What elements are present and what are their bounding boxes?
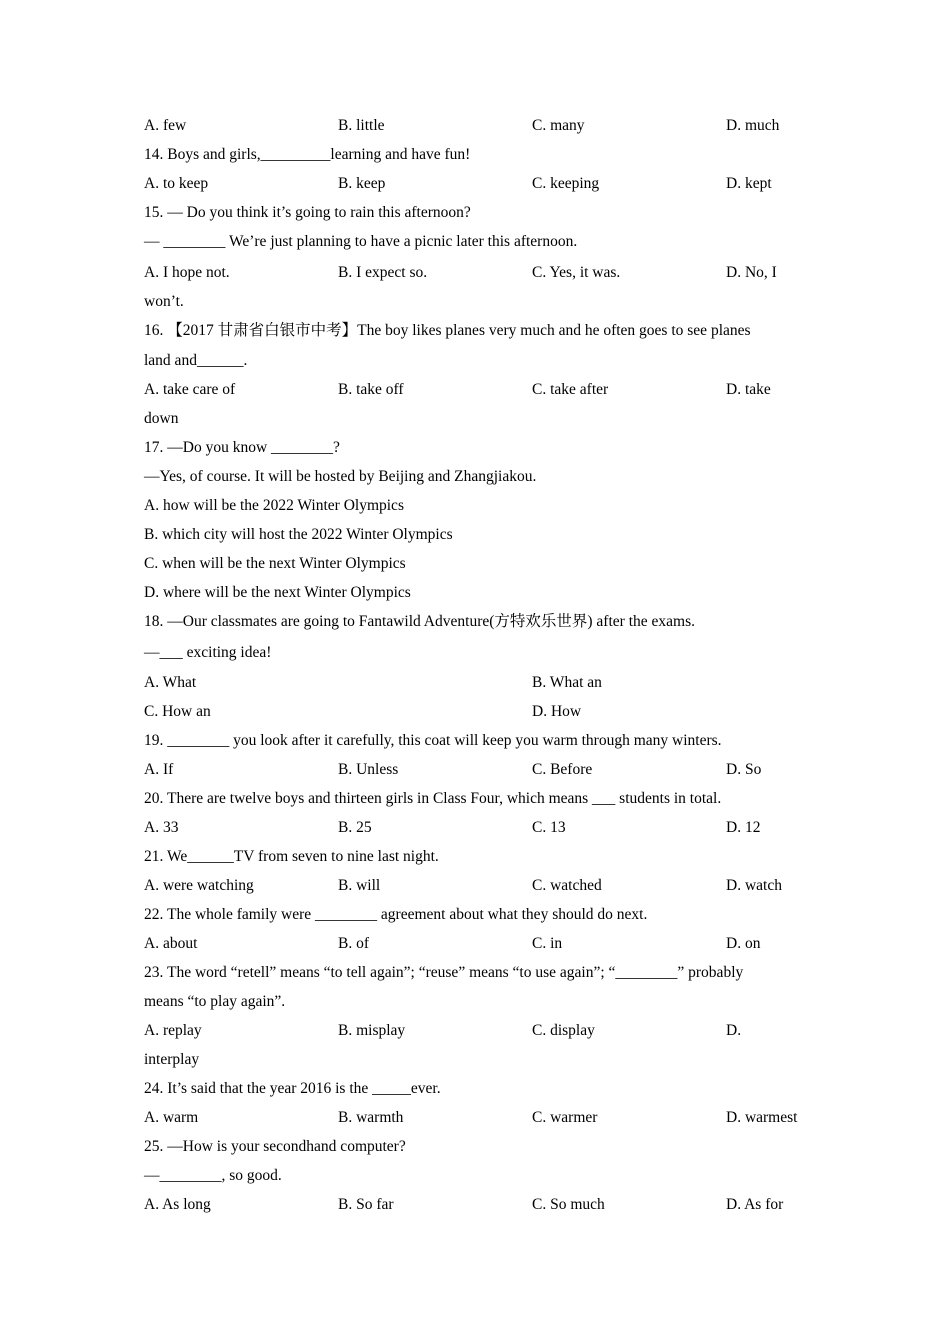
text-line-content: down [144, 410, 179, 427]
answer-option: B. I expect so. [338, 263, 428, 281]
answer-option: A. As long [144, 1196, 211, 1213]
exam-page-content [144, 111, 808, 1221]
answer-option: C. in [532, 935, 563, 952]
answer-option: C. warmer [532, 1109, 598, 1126]
answer-option: D. 12 [726, 819, 761, 836]
options-row [144, 1103, 808, 1132]
answer-option: A. to keep [144, 175, 209, 192]
answer-option: C. So much [532, 1196, 605, 1213]
answer-option: B. will [338, 877, 381, 894]
text-line-content: —________, so good. [144, 1167, 282, 1184]
answer-option: B. take off [338, 381, 404, 398]
text-line-content: 21. We______TV from seven to nine last night. [144, 848, 439, 865]
text-line [144, 140, 808, 169]
text-line-content: land and______. [144, 352, 248, 369]
answer-option: A. take care of [144, 381, 236, 398]
text-line [144, 433, 808, 462]
text-line [144, 726, 808, 755]
text-line-content: 24. It’s said that the year 2016 is the _____ever. [144, 1080, 441, 1097]
answer-option: B. misplay [338, 1022, 406, 1039]
answer-option: B. Unless [338, 761, 399, 778]
text-line-content: B. which city will host the 2022 Winter Olympics [144, 526, 453, 543]
answer-option: C. How an [144, 703, 211, 720]
text-line-content: 17. —Do you know ________? [144, 439, 340, 456]
text-line [144, 607, 808, 638]
answer-option: D. on [726, 935, 761, 952]
answer-option: B. of [338, 935, 369, 952]
answer-option: A. 33 [144, 819, 179, 836]
answer-option: D. No, I [726, 263, 777, 281]
options-row [144, 258, 808, 287]
text-line [144, 287, 808, 316]
text-line-content: —Yes, of course. It will be hosted by Beijing and Zhangjiakou. [144, 468, 537, 485]
answer-option: A. about [144, 935, 198, 952]
text-line [144, 1074, 808, 1103]
answer-option: A. If [144, 761, 174, 778]
text-line [144, 227, 808, 258]
answer-option: B. So far [338, 1196, 394, 1213]
answer-option: D. How [532, 703, 582, 720]
text-line [144, 462, 808, 491]
text-line [144, 987, 808, 1016]
answer-option: C. take after [532, 381, 609, 398]
options-row [144, 929, 808, 958]
options-row [144, 755, 808, 784]
text-line [144, 316, 808, 347]
text-line-content: A. how will be the 2022 Winter Olympics [144, 497, 404, 514]
answer-option: B. keep [338, 175, 386, 192]
text-line [144, 1045, 808, 1074]
answer-option: A. replay [144, 1022, 202, 1039]
text-line-content: 16. 【2017 甘肃省白银市中考】The boy likes planes very much and he often goes to see planes [144, 321, 751, 339]
text-line [144, 842, 808, 871]
text-line [144, 346, 808, 375]
answer-option: B. 25 [338, 819, 372, 836]
text-line [144, 578, 808, 607]
answer-option: D. much [726, 117, 780, 134]
answer-option: D. watch [726, 877, 782, 894]
text-line-content: C. when will be the next Winter Olympics [144, 555, 406, 572]
options-row [144, 697, 808, 726]
options-row [144, 375, 808, 404]
text-line [144, 1132, 808, 1161]
text-line-content: interplay [144, 1051, 200, 1068]
options-row [144, 871, 808, 900]
options-row [144, 668, 808, 697]
text-line [144, 549, 808, 578]
text-line-content: — ________ We’re just planning to have a picnic later this afternoon. [144, 233, 578, 250]
text-line-content: 19. ________ you look after it carefully, this coat will keep you warm through many winters. [144, 732, 722, 749]
answer-option: A. few [144, 117, 187, 134]
options-row [144, 169, 808, 198]
answer-option: C. many [532, 117, 585, 134]
options-row [144, 813, 808, 842]
answer-option: A. I hope not. [144, 263, 230, 281]
text-line [144, 784, 808, 813]
answer-option: D. warmest [726, 1109, 798, 1126]
text-line-content: 18. —Our classmates are going to Fantawild Adventure(方特欢乐世界) after the exams. [144, 613, 695, 630]
text-line-content: means “to play again”. [144, 993, 286, 1010]
text-line-content: 25. —How is your secondhand computer? [144, 1138, 406, 1155]
text-line [144, 1161, 808, 1190]
options-row [144, 111, 808, 140]
text-line-content: 20. There are twelve boys and thirteen girls in Class Four, which means ___ students in total. [144, 790, 722, 807]
options-row [144, 1190, 808, 1221]
answer-option: D. As for [726, 1196, 784, 1213]
answer-option: C. 13 [532, 819, 566, 836]
answer-option: C. Before [532, 761, 593, 778]
text-line [144, 404, 808, 433]
text-line-content: —___ exciting idea! [144, 643, 272, 661]
answer-option: C. keeping [532, 175, 600, 192]
text-line-content: 14. Boys and girls,_________learning and have fun! [144, 146, 471, 163]
text-line-content: 23. The word “retell” means “to tell again”; “reuse” means “to use again”; “________” probably [144, 964, 744, 981]
text-line [144, 958, 808, 987]
answer-option: D. kept [726, 175, 772, 192]
answer-option: B. warmth [338, 1109, 404, 1126]
answer-option: A. warm [144, 1109, 199, 1126]
text-line [144, 520, 808, 549]
options-row [144, 1016, 808, 1045]
answer-option: A. What [144, 674, 197, 691]
answer-option: B. little [338, 117, 385, 134]
answer-option: C. display [532, 1022, 595, 1039]
text-line [144, 491, 808, 520]
answer-option: D. [726, 1022, 742, 1039]
text-line-content: D. where will be the next Winter Olympics [144, 584, 411, 601]
text-line-content: 22. The whole family were ________ agreement about what they should do next. [144, 906, 648, 923]
text-line [144, 900, 808, 929]
answer-option: A. were watching [144, 877, 254, 894]
answer-option: D. So [726, 761, 762, 778]
answer-option: D. take [726, 381, 771, 398]
text-line [144, 638, 808, 669]
answer-option: C. watched [532, 877, 602, 894]
text-line-content: won’t. [144, 292, 184, 310]
answer-option: B. What an [532, 674, 602, 691]
text-line [144, 198, 808, 227]
answer-option: C. Yes, it was. [532, 263, 621, 281]
text-line-content: 15. — Do you think it’s going to rain this afternoon? [144, 204, 471, 221]
